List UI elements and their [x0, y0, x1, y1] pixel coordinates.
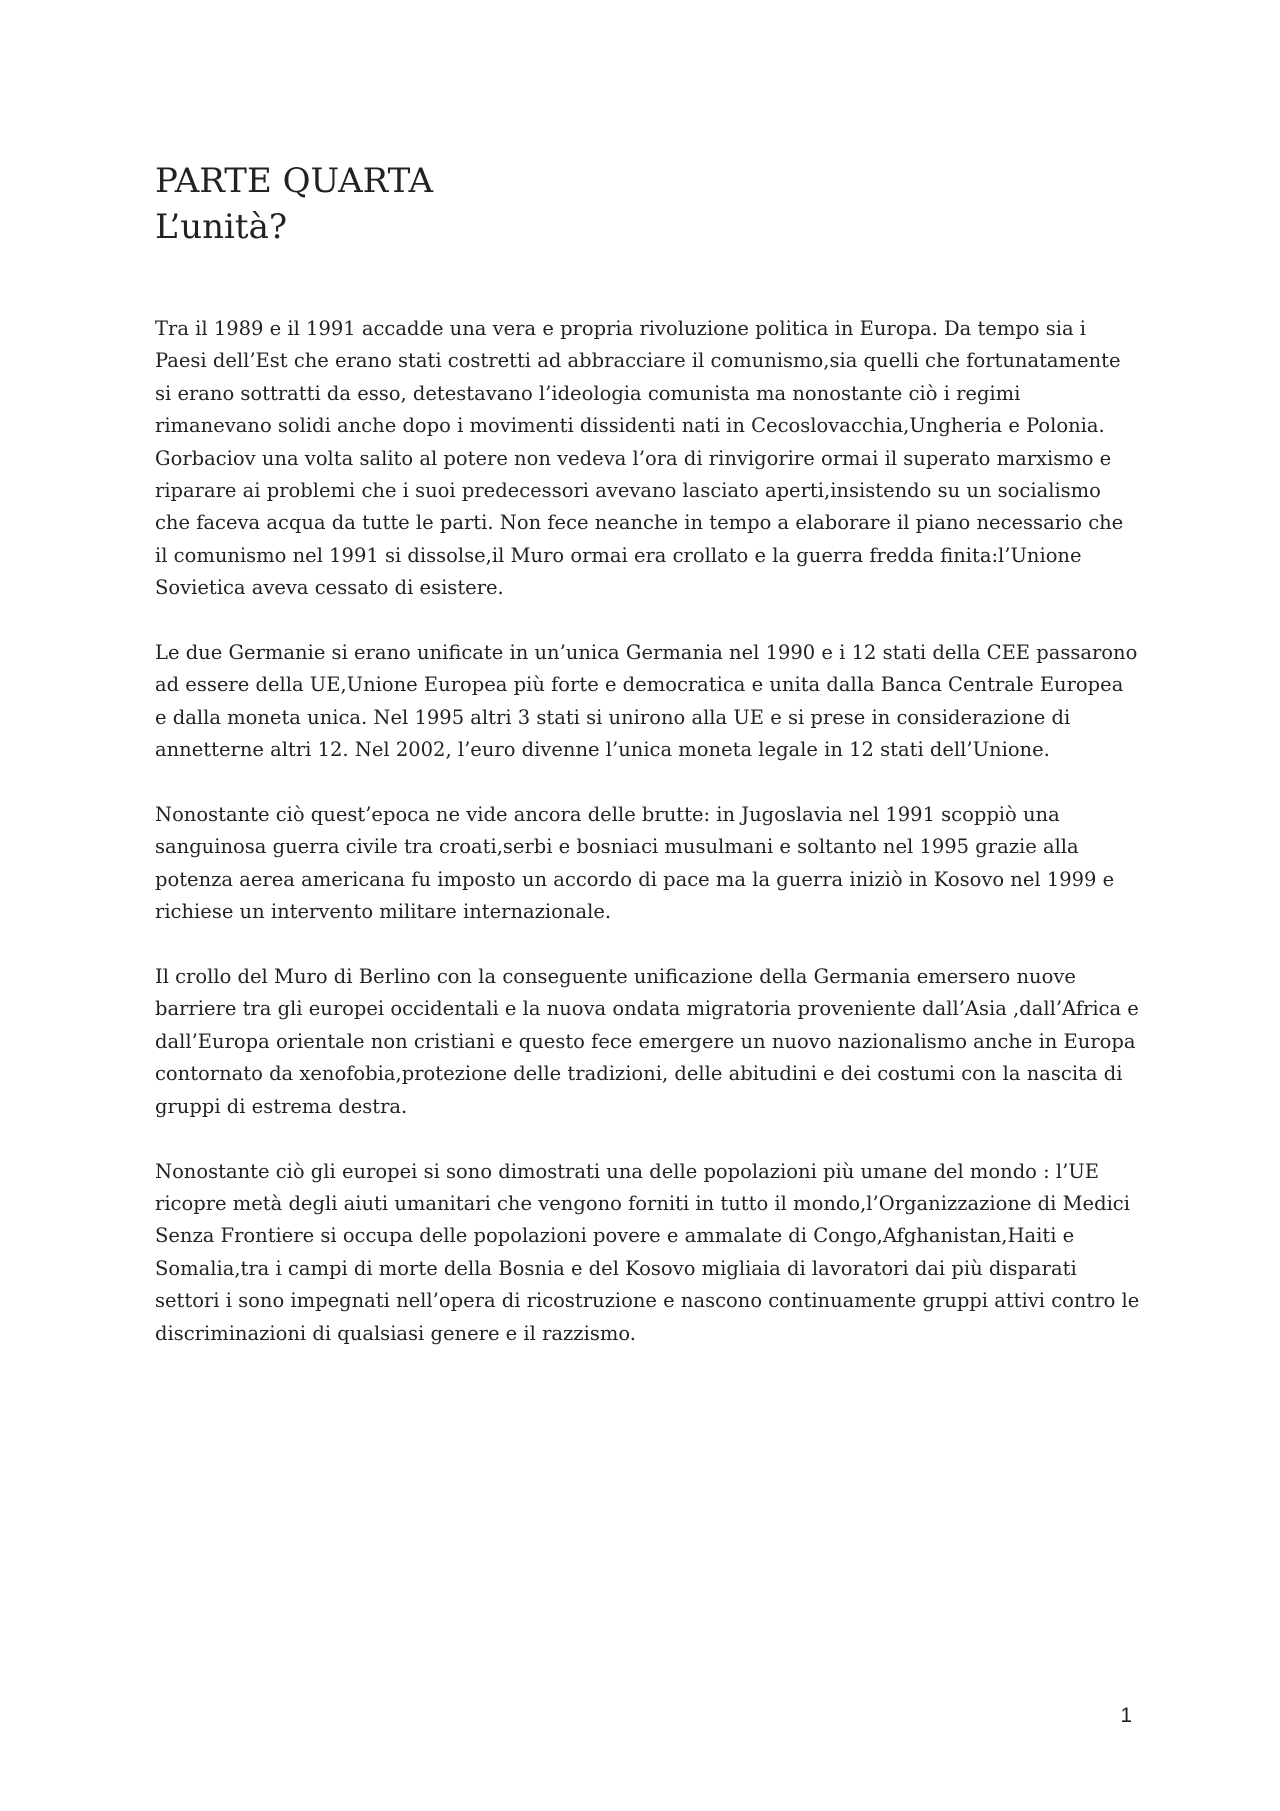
paragraph-5: Nonostante ciò gli europei si sono dimostrati una delle popolazioni più umane del mondo : l’UE ricopre metà degli aiuti umanitari che vengono forniti in tutto il mondo,l’Organizzazione di Medici Senza Frontiere si occupa delle popolazioni povere e ammalate di Congo,Afghanistan,Haiti e Somalia,tra i campi di morte della Bosnia e del Kosovo migliaia di lavoratori dai più disparati settori i sono impegnati nell’opera di ricostruzione e nascono continuamente gruppi attivi contro le discriminazioni di qualsiasi genere e il razzismo.: [155, 1159, 1140, 1345]
paragraph-3: Nonostante ciò quest’epoca ne vide ancora delle brutte: in Jugoslavia nel 1991 scoppiò una sanguinosa guerra civile tra croati,serbi e bosniaci musulmani e soltanto nel 1995 grazie alla potenza aerea americana fu imposto un accordo di pace ma la guerra iniziò in Kosovo nel 1999 e richiese un intervento militare internazionale.: [155, 803, 1115, 924]
paragraph-1: Tra il 1989 e il 1991 accadde una vera e propria rivoluzione politica in Europa. Da tempo sia i Paesi dell’Est che erano stati costretti ad abbracciare il comunismo,sia quelli che fortunatamente si erano sottratti da esso, detestavano l’ideologia comunista ma nonostante ciò i regimi rimanevano solidi anche dopo i movimenti dissidenti nati in Cecoslovacchia,Ungheria e Polonia. Gorbaciov una volta salito al potere non vedeva l’ora di rinvigorire ormai il superato marxismo e riparare ai problemi che i suoi predecessori avevano lasciato aperti,insistendo su un socialismo che faceva acqua da tutte le parti. Non fece neanche in tempo a elaborare il piano necessario che il comunismo nel 1991 si dissolse,il Muro ormai era crollato e la guerra fredda finita:l’Unione Sovietica aveva cessato di esistere.: [155, 317, 1124, 600]
paragraph-2: Le due Germanie si erano unificate in un’unica Germania nel 1990 e i 12 stati della CEE passarono ad essere della UE,Unione Europea più forte e democratica e unita dalla Banca Centrale Europea e dalla moneta unica. Nel 1995 altri 3 stati si unirono alla UE e si prese in considerazione di annetterne altri 12. Nel 2002, l’euro divenne l’unica moneta legale in 12 stati dell’Unione.: [155, 641, 1138, 762]
body-text: [155, 313, 1140, 1382]
page-number: 1: [1120, 1704, 1132, 1727]
section-title: L’unità?: [155, 207, 288, 247]
part-title: PARTE QUARTA: [155, 161, 434, 201]
title-block: [155, 158, 1135, 250]
paragraph-4: Il crollo del Muro di Berlino con la conseguente unificazione della Germania emersero nuove barriere tra gli europei occidentali e la nuova ondata migratoria proveniente dall’Asia ,dall’Africa e dall’Europa orientale non cristiani e questo fece emergere un nuovo nazionalismo anche in Europa contornato da xenofobia,protezione delle tradizioni, delle abitudini e dei costumi con la nascita di gruppi di estrema destra.: [155, 965, 1139, 1118]
